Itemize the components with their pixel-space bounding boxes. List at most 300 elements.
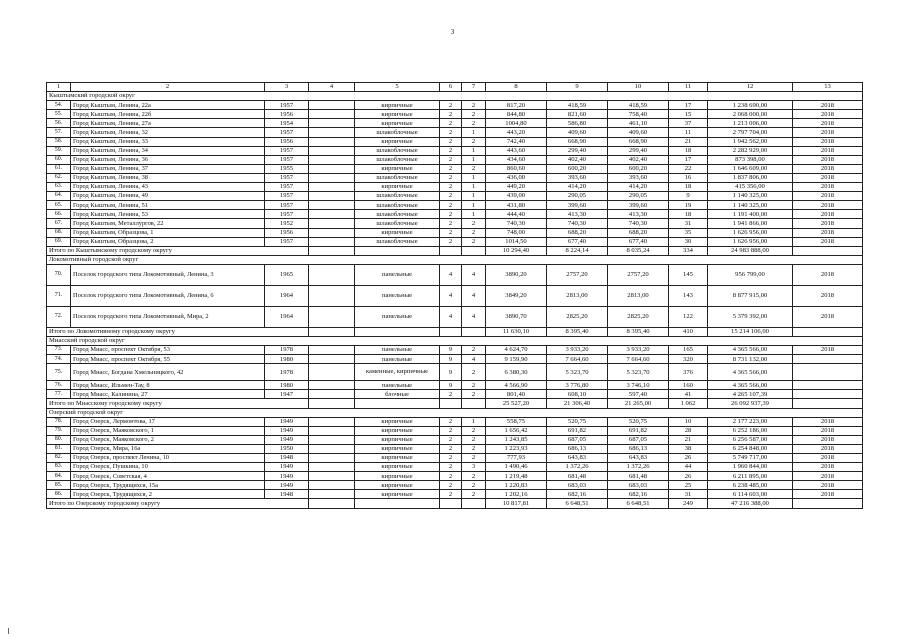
build-year: 1980 [265, 381, 309, 390]
year: 2018 [793, 119, 863, 128]
cost: 1 191 400,00 [708, 210, 793, 219]
year [793, 355, 863, 364]
total-area: 777,93 [486, 454, 547, 463]
total-area: 844,80 [486, 110, 547, 119]
col-4 [309, 210, 355, 219]
wall-material: панельные [355, 346, 440, 355]
wall-material: кирпичные [355, 101, 440, 110]
cost: 4 265 107,39 [708, 390, 793, 399]
year: 2018 [793, 101, 863, 110]
col-4 [309, 381, 355, 390]
total-col-6 [440, 499, 462, 508]
entrances: 2 [462, 444, 486, 453]
residents: 26 [669, 472, 708, 481]
total-area: 817,20 [486, 101, 547, 110]
address: Город Миасс, проспект Октября, 55 [71, 355, 265, 364]
living-area: 688,20 [547, 228, 608, 237]
cost-sum: 26 092 937,39 [708, 399, 793, 408]
row-index: 56. [47, 119, 71, 128]
living-area: 681,48 [547, 472, 608, 481]
wall-material: кирпичные [355, 137, 440, 146]
cost: 4 365 566,00 [708, 364, 793, 381]
floors: 2 [440, 390, 462, 399]
living-area: 7 664,60 [547, 355, 608, 364]
row-index: 72. [47, 306, 71, 327]
total-col-13 [793, 399, 863, 408]
row-index: 64. [47, 192, 71, 201]
build-year: 1949 [265, 463, 309, 472]
year: 2018 [793, 155, 863, 164]
address: Поселок городского типа Локомотивный, Мира, 2 [71, 306, 265, 327]
residential-area: 2825,20 [608, 306, 669, 327]
living-area: 393,60 [547, 173, 608, 182]
entrances: 1 [462, 155, 486, 164]
wall-material: панельные [355, 355, 440, 364]
entrances: 2 [462, 426, 486, 435]
table-row [47, 490, 863, 499]
address: Город Кыштым, Ленина, 38 [71, 173, 265, 182]
cost: 1 140 325,00 [708, 201, 793, 210]
total-area: 9 159,90 [486, 355, 547, 364]
table-row [47, 417, 863, 426]
living-area: 2825,20 [547, 306, 608, 327]
year: 2018 [793, 472, 863, 481]
section-total-row [47, 246, 863, 255]
wall-material: кирпичные [355, 417, 440, 426]
living-area: 2813,00 [547, 285, 608, 306]
address: Город Озерск, Трудящихся, 2 [71, 490, 265, 499]
section-title: Миасский городской округ [47, 336, 863, 345]
wall-material: шлакоблочные [355, 237, 440, 246]
row-index: 67. [47, 219, 71, 228]
build-year: 1956 [265, 228, 309, 237]
living-area: 413,30 [547, 210, 608, 219]
cost: 956 799,00 [708, 264, 793, 285]
col-4 [309, 285, 355, 306]
living-area: 3 776,80 [547, 381, 608, 390]
total-col-7 [462, 499, 486, 508]
living-area-sum: 6 648,51 [547, 499, 608, 508]
col-4 [309, 183, 355, 192]
cost: 1 140 325,00 [708, 192, 793, 201]
residents: 165 [669, 346, 708, 355]
wall-material: кирпичные [355, 110, 440, 119]
address: Город Миасс, проспект Октября, 53 [71, 346, 265, 355]
build-year: 1978 [265, 364, 309, 381]
entrances: 2 [462, 110, 486, 119]
address: Город Озерск, Маяковского, 1 [71, 426, 265, 435]
residential-area-sum: 8 395,40 [608, 327, 669, 336]
col-4 [309, 390, 355, 399]
build-year: 1949 [265, 472, 309, 481]
floors: 2 [440, 201, 462, 210]
entrances: 2 [462, 390, 486, 399]
cost: 1 238 690,00 [708, 101, 793, 110]
table-row [47, 137, 863, 146]
residents: 41 [669, 390, 708, 399]
floors: 2 [440, 435, 462, 444]
floors: 9 [440, 346, 462, 355]
total-area: 801,40 [486, 390, 547, 399]
wall-material: шлакоблочные [355, 201, 440, 210]
living-area: 299,40 [547, 146, 608, 155]
residents-sum: 334 [669, 246, 708, 255]
living-area: 418,59 [547, 101, 608, 110]
column-header-4: 4 [309, 83, 355, 92]
col-4 [309, 346, 355, 355]
address: Город Кыштым, Образцова, 2 [71, 237, 265, 246]
column-header-3: 3 [265, 83, 309, 92]
address: Город Озерск, Лермонтова, 17 [71, 417, 265, 426]
address: Город Кыштым, Ленина, 34 [71, 146, 265, 155]
table-row [47, 381, 863, 390]
floors: 2 [440, 155, 462, 164]
table-row [47, 426, 863, 435]
column-header-6: 6 [440, 83, 462, 92]
total-area: 748,00 [486, 228, 547, 237]
row-index: 57. [47, 128, 71, 137]
residential-area: 681,48 [608, 472, 669, 481]
total-col-6 [440, 246, 462, 255]
row-index: 66. [47, 210, 71, 219]
residential-area: 299,40 [608, 146, 669, 155]
residential-area-sum: 6 648,51 [608, 499, 669, 508]
build-year: 1957 [265, 183, 309, 192]
entrances: 2 [462, 454, 486, 463]
col-4 [309, 192, 355, 201]
total-area: 1 243,85 [486, 435, 547, 444]
table-row [47, 463, 863, 472]
wall-material: шлакоблочные [355, 173, 440, 182]
table-row [47, 128, 863, 137]
table-row [47, 237, 863, 246]
living-area: 290,05 [547, 192, 608, 201]
section-total-row [47, 399, 863, 408]
col-4 [309, 137, 355, 146]
table-row [47, 110, 863, 119]
total-area: 740,30 [486, 219, 547, 228]
living-area: 414,20 [547, 183, 608, 192]
floors: 2 [440, 146, 462, 155]
wall-material: кирпичные [355, 444, 440, 453]
year [793, 364, 863, 381]
entrances: 4 [462, 285, 486, 306]
residents: 21 [669, 137, 708, 146]
wall-material: панельные [355, 264, 440, 285]
living-area: 2757,20 [547, 264, 608, 285]
total-area-sum: 10 817,81 [486, 499, 547, 508]
floors: 2 [440, 417, 462, 426]
residents: 18 [669, 146, 708, 155]
total-area: 558,75 [486, 417, 547, 426]
total-area: 742,40 [486, 137, 547, 146]
col-4 [309, 201, 355, 210]
address: Город Кыштым, Ленина, 27а [71, 119, 265, 128]
build-year: 1957 [265, 101, 309, 110]
row-index: 78. [47, 417, 71, 426]
residents: 10 [669, 417, 708, 426]
total-area-sum: 10 294,40 [486, 246, 547, 255]
year: 2018 [793, 210, 863, 219]
address: Город Миасс, Калинина, 27 [71, 390, 265, 399]
section-title: Озерский городской округ [47, 408, 863, 417]
wall-material: блочные [355, 390, 440, 399]
cost: 1 213 006,00 [708, 119, 793, 128]
table-row [47, 155, 863, 164]
residents: 31 [669, 490, 708, 499]
living-area: 682,16 [547, 490, 608, 499]
entrances: 4 [462, 355, 486, 364]
wall-material: кирпичные [355, 119, 440, 128]
residents: 9 [669, 192, 708, 201]
section-total-row [47, 327, 863, 336]
total-area: 1 223,93 [486, 444, 547, 453]
residential-area: 5 323,70 [608, 364, 669, 381]
total-area-sum: 25 527,20 [486, 399, 547, 408]
row-index: 84. [47, 472, 71, 481]
build-year: 1964 [265, 285, 309, 306]
section-header-row [47, 92, 863, 101]
entrances: 2 [462, 101, 486, 110]
col-4 [309, 219, 355, 228]
entrances: 2 [462, 364, 486, 381]
col-4 [309, 435, 355, 444]
entrances: 2 [462, 381, 486, 390]
residential-area: 677,40 [608, 237, 669, 246]
total-col-4 [309, 327, 355, 336]
cost: 2 177 223,00 [708, 417, 793, 426]
row-index: 79. [47, 426, 71, 435]
cost: 6 254 848,00 [708, 444, 793, 453]
year: 2018 [793, 346, 863, 355]
entrances: 2 [462, 472, 486, 481]
residential-area: 402,40 [608, 155, 669, 164]
floors: 4 [440, 264, 462, 285]
cost: 8 731 132,00 [708, 355, 793, 364]
floors: 4 [440, 285, 462, 306]
build-year: 1948 [265, 490, 309, 499]
table-row [47, 201, 863, 210]
cost: 1 646 609,00 [708, 164, 793, 173]
table-row [47, 364, 863, 381]
living-area: 691,82 [547, 426, 608, 435]
total-area: 1 219,48 [486, 472, 547, 481]
entrances: 1 [462, 417, 486, 426]
cost-sum: 47 216 388,00 [708, 499, 793, 508]
row-index: 76. [47, 381, 71, 390]
build-year: 1957 [265, 155, 309, 164]
cost: 1 837 806,00 [708, 173, 793, 182]
residents: 15 [669, 110, 708, 119]
table-row [47, 444, 863, 453]
living-area: 520,75 [547, 417, 608, 426]
floors: 2 [440, 101, 462, 110]
entrances: 1 [462, 128, 486, 137]
address: Город Озерск, Пушкина, 10 [71, 463, 265, 472]
address: Город Миасс, Богдана Хмельницкого, 42 [71, 364, 265, 381]
entrances: 3 [462, 463, 486, 472]
col-4 [309, 454, 355, 463]
residents: 320 [669, 355, 708, 364]
address: Город Кыштым, Ленина, 53 [71, 210, 265, 219]
floors: 2 [440, 454, 462, 463]
total-col-7 [462, 246, 486, 255]
total-col-13 [793, 246, 863, 255]
table-row [47, 119, 863, 128]
row-index: 80. [47, 435, 71, 444]
cost: 2 797 704,00 [708, 128, 793, 137]
total-label: Итого по Миасскому городскому округу [47, 399, 309, 408]
residential-area: 2757,20 [608, 264, 669, 285]
residents: 145 [669, 264, 708, 285]
entrances: 4 [462, 264, 486, 285]
year [793, 390, 863, 399]
total-area: 443,20 [486, 128, 547, 137]
floors: 2 [440, 219, 462, 228]
living-area: 740,30 [547, 219, 608, 228]
residential-area: 2813,00 [608, 285, 669, 306]
total-area: 439,00 [486, 192, 547, 201]
residential-area-sum: 21 265,00 [608, 399, 669, 408]
build-year: 1949 [265, 481, 309, 490]
residents: 19 [669, 201, 708, 210]
col-4 [309, 155, 355, 164]
col-4 [309, 490, 355, 499]
build-year: 1949 [265, 417, 309, 426]
page-number: 3 [450, 28, 455, 36]
residential-area: 600,20 [608, 164, 669, 173]
total-area: 1004,80 [486, 119, 547, 128]
residents-sum: 1 062 [669, 399, 708, 408]
wall-material: кирпичные [355, 435, 440, 444]
table-row [47, 355, 863, 364]
living-area: 600,20 [547, 164, 608, 173]
total-area: 3890,20 [486, 264, 547, 285]
living-area: 643,83 [547, 454, 608, 463]
table-row [47, 219, 863, 228]
entrances: 2 [462, 228, 486, 237]
year: 2018 [793, 490, 863, 499]
address: Город Кыштым, Ленина, 49 [71, 192, 265, 201]
cost-sum: 15 214 106,00 [708, 327, 793, 336]
year: 2018 [793, 264, 863, 285]
entrances: 2 [462, 237, 486, 246]
build-year: 1957 [265, 237, 309, 246]
table-row [47, 472, 863, 481]
row-index: 69. [47, 237, 71, 246]
wall-material: кирпичные [355, 164, 440, 173]
residents: 35 [669, 228, 708, 237]
address: Город Кыштым, Ленина, 37 [71, 164, 265, 173]
table-row [47, 454, 863, 463]
residential-area: 3 933,20 [608, 346, 669, 355]
col-4 [309, 228, 355, 237]
section-title: Локомотивный городской округ [47, 255, 863, 264]
floors: 9 [440, 381, 462, 390]
floors: 2 [440, 119, 462, 128]
total-area: 3849,20 [486, 285, 547, 306]
residential-area: 520,75 [608, 417, 669, 426]
row-index: 59. [47, 146, 71, 155]
year: 2018 [793, 285, 863, 306]
total-area: 1 490,46 [486, 463, 547, 472]
entrances: 2 [462, 219, 486, 228]
residents: 160 [669, 381, 708, 390]
year: 2018 [793, 444, 863, 453]
section-title: Кыштымский городской округ [47, 92, 863, 101]
column-header-8: 8 [486, 83, 547, 92]
floors: 2 [440, 490, 462, 499]
build-year: 1956 [265, 137, 309, 146]
total-area: 449,20 [486, 183, 547, 192]
residents: 25 [669, 481, 708, 490]
total-area: 431,80 [486, 201, 547, 210]
year: 2018 [793, 454, 863, 463]
total-area: 6 380,30 [486, 364, 547, 381]
entrances: 1 [462, 201, 486, 210]
cost: 8 877 915,00 [708, 285, 793, 306]
cost: 4 365 566,00 [708, 346, 793, 355]
col-4 [309, 101, 355, 110]
row-index: 74. [47, 355, 71, 364]
total-label: Итого по Кыштымскому городскому округу [47, 246, 309, 255]
table-row [47, 164, 863, 173]
living-area: 677,40 [547, 237, 608, 246]
address: Город Кыштым, Ленина, 43 [71, 183, 265, 192]
residents: 11 [669, 128, 708, 137]
total-col-5 [355, 499, 440, 508]
total-area: 1 202,16 [486, 490, 547, 499]
address: Город Кыштым, Ленина, 33 [71, 137, 265, 146]
build-year: 1957 [265, 128, 309, 137]
build-year: 1965 [265, 264, 309, 285]
total-area: 4 566,90 [486, 381, 547, 390]
address: Город Кыштым, Образцова, 1 [71, 228, 265, 237]
row-index: 58. [47, 137, 71, 146]
floors: 4 [440, 306, 462, 327]
entrances: 2 [462, 435, 486, 444]
residential-area: 668,90 [608, 137, 669, 146]
table-row [47, 101, 863, 110]
residential-area: 461,10 [608, 119, 669, 128]
col-4 [309, 237, 355, 246]
total-area: 860,60 [486, 164, 547, 173]
build-year: 1954 [265, 119, 309, 128]
row-index: 61. [47, 164, 71, 173]
address: Поселок городского типа Локомотивный, Ленина, 3 [71, 264, 265, 285]
column-header-5: 5 [355, 83, 440, 92]
address: Город Озерск, Маяковского, 2 [71, 435, 265, 444]
floors: 2 [440, 110, 462, 119]
table-row [47, 228, 863, 237]
build-year: 1949 [265, 426, 309, 435]
cost: 6 256 587,00 [708, 435, 793, 444]
cost: 1 941 866,00 [708, 219, 793, 228]
residents: 22 [669, 164, 708, 173]
residential-area: 413,30 [608, 210, 669, 219]
total-col-13 [793, 327, 863, 336]
column-header-9: 9 [547, 83, 608, 92]
living-area: 409,60 [547, 128, 608, 137]
build-year: 1980 [265, 355, 309, 364]
living-area: 608,10 [547, 390, 608, 399]
cost: 2 282 929,00 [708, 146, 793, 155]
col-4 [309, 128, 355, 137]
residents-sum: 249 [669, 499, 708, 508]
total-label: Итого по Локомотивному городскому округу [47, 327, 309, 336]
cost: 6 211 895,00 [708, 472, 793, 481]
column-header-11: 11 [669, 83, 708, 92]
